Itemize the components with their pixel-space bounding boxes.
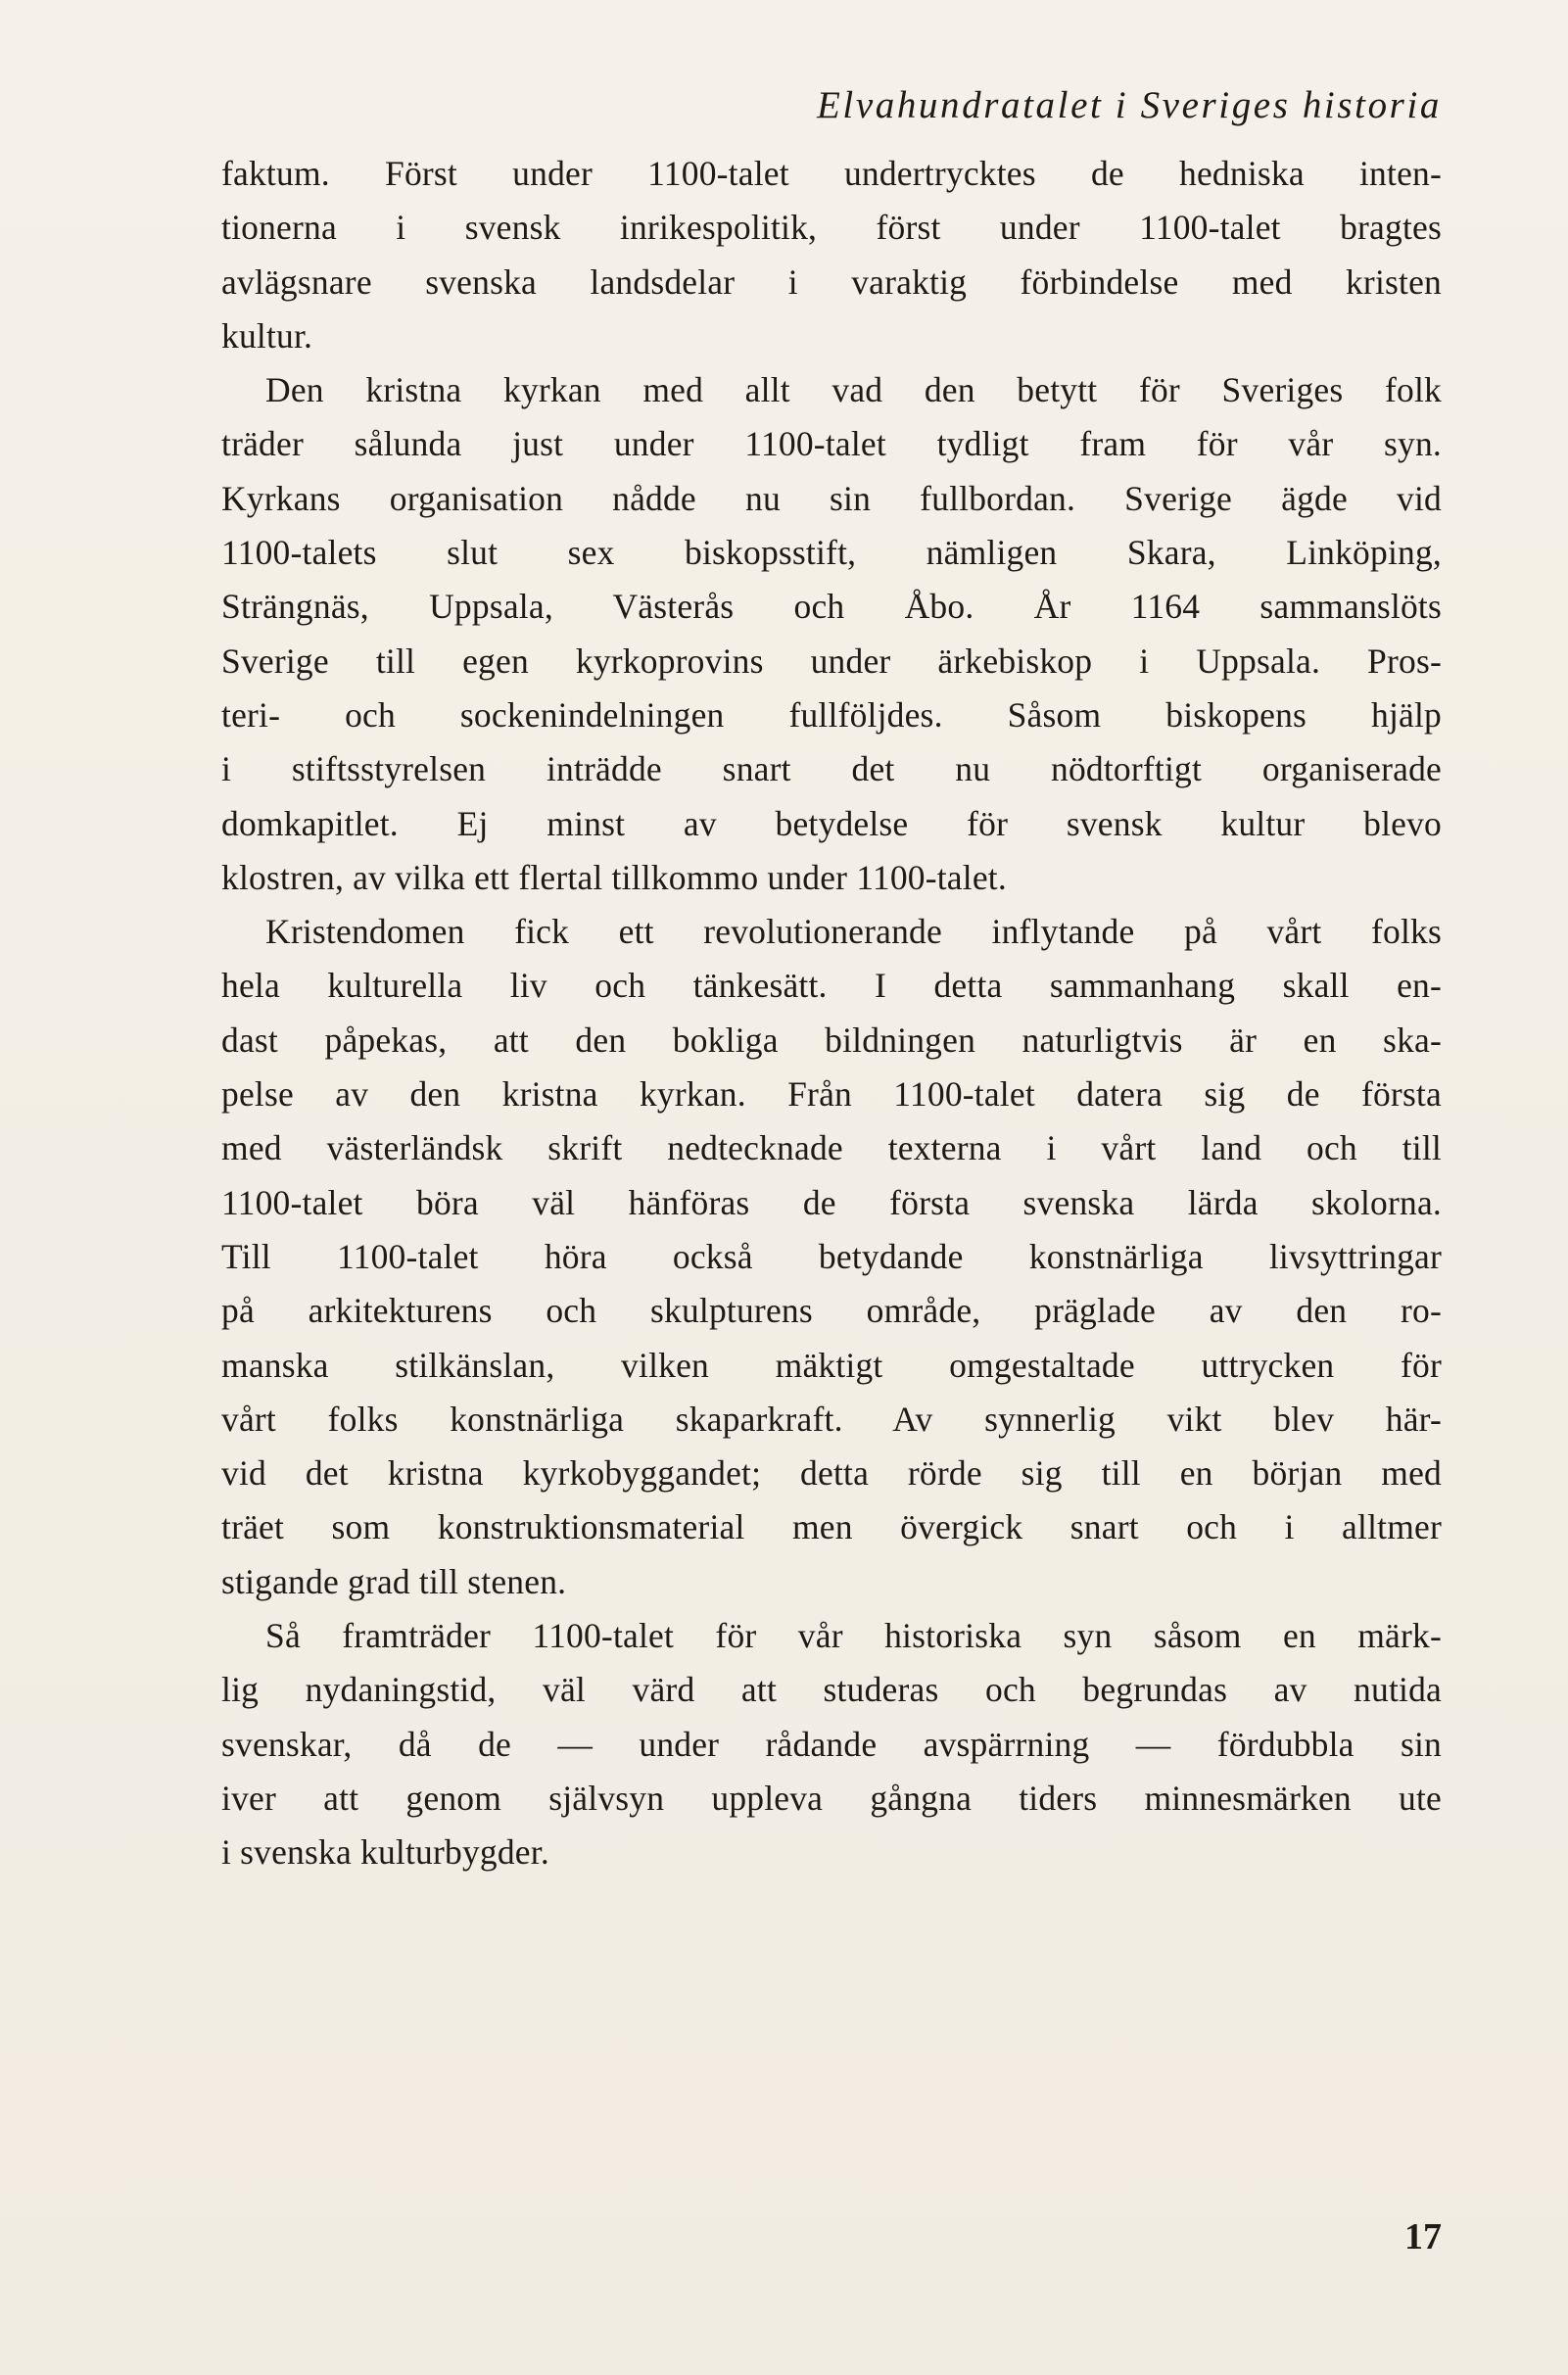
text-line: hela kulturella liv och tänkesätt. I detta sammanhang skall en- [221, 966, 1442, 1006]
text-line: dast påpekas, att den bokliga bildningen naturligtvis är en ska- [221, 1020, 1442, 1060]
text-line: på arkitekturens och skulpturens område, präglade av den ro- [221, 1291, 1442, 1331]
text-line: med västerländsk skrift nedtecknade texterna i vårt land och till [221, 1128, 1442, 1168]
text-line: stigande grad till stenen. [221, 1561, 567, 1601]
text-line: vid det kristna kyrkobyggandet; detta rörde sig till en början med [221, 1453, 1442, 1494]
text-line: Till 1100-talet höra också betydande konstnärliga livsyttringar [221, 1236, 1442, 1276]
text-line: Kristendomen fick ett revolutionerande inflytande på vårt folks [265, 912, 1442, 952]
text-line: 1100-talets slut sex biskopsstift, nämligen Skara, Linköping, [221, 533, 1442, 573]
body-text [221, 147, 1442, 1880]
text-line: 1100-talet böra väl hänföras de första svenska lärda skolorna. [221, 1182, 1442, 1222]
text-line: svenskar, då de — under rådande avspärrning — fördubbla sin [221, 1724, 1442, 1764]
text-line: Så framträder 1100-talet för vår historiska syn såsom en märk- [265, 1616, 1442, 1656]
text-line: faktum. Först under 1100-talet undertrycktes de hedniska inten- [221, 154, 1442, 193]
running-head: Elvahundratalet i Sveriges historia [816, 84, 1442, 126]
paragraph-2 [221, 363, 1442, 905]
text-line: domkapitlet. Ej minst av betydelse för svensk kultur blevo [221, 803, 1442, 843]
text-line: avlägsnare svenska landsdelar i varaktig förbindelse med kristen [221, 261, 1442, 302]
page-number: 17 [1404, 2216, 1442, 2257]
text-line: i stiftsstyrelsen inträdde snart det nu nödtorftigt organiserade [221, 749, 1442, 789]
text-line: i svenska kulturbygder. [221, 1832, 549, 1873]
text-line: teri- och sockenindelningen fullföljdes. Såsom biskopens hjälp [221, 694, 1442, 735]
paragraph-4 [221, 1609, 1442, 1879]
text-line: vårt folks konstnärliga skaparkraft. Av synnerlig vikt blev här- [221, 1399, 1442, 1439]
text-line: iver att genom självsyn uppleva gångna tiders minnesmärken ute [221, 1778, 1442, 1818]
text-line: tionerna i svensk inrikespolitik, först under 1100-talet bragtes [221, 208, 1442, 248]
text-line: träet som konstruktionsmaterial men övergick snart och i alltmer [221, 1507, 1442, 1547]
text-line: Strängnäs, Uppsala, Västerås och Åbo. År 1164 sammanslöts [221, 587, 1442, 627]
text-line: manska stilkänslan, vilken mäktigt omgestaltade uttrycken för [221, 1345, 1442, 1385]
text-line: Kyrkans organisation nådde nu sin fullbordan. Sverige ägde vid [221, 478, 1442, 518]
text-line: klostren, av vilka ett flertal tillkommo under 1100-talet. [221, 857, 1007, 897]
text-line: lig nydaningstid, väl värd att studeras och begrundas av nutida [221, 1670, 1442, 1710]
paragraph-1 [221, 147, 1442, 363]
text-line: Sverige till egen kyrkoprovins under ärkebiskop i Uppsala. Pros- [221, 641, 1442, 681]
text-line: träder sålunda just under 1100-talet tydligt fram för vår syn. [221, 424, 1442, 464]
paragraph-3 [221, 905, 1442, 1609]
text-line: Den kristna kyrkan med allt vad den betytt för Sveriges folk [265, 370, 1442, 410]
text-line: kultur. [221, 315, 313, 356]
text-line: pelse av den kristna kyrkan. Från 1100-talet datera sig de första [221, 1074, 1442, 1115]
